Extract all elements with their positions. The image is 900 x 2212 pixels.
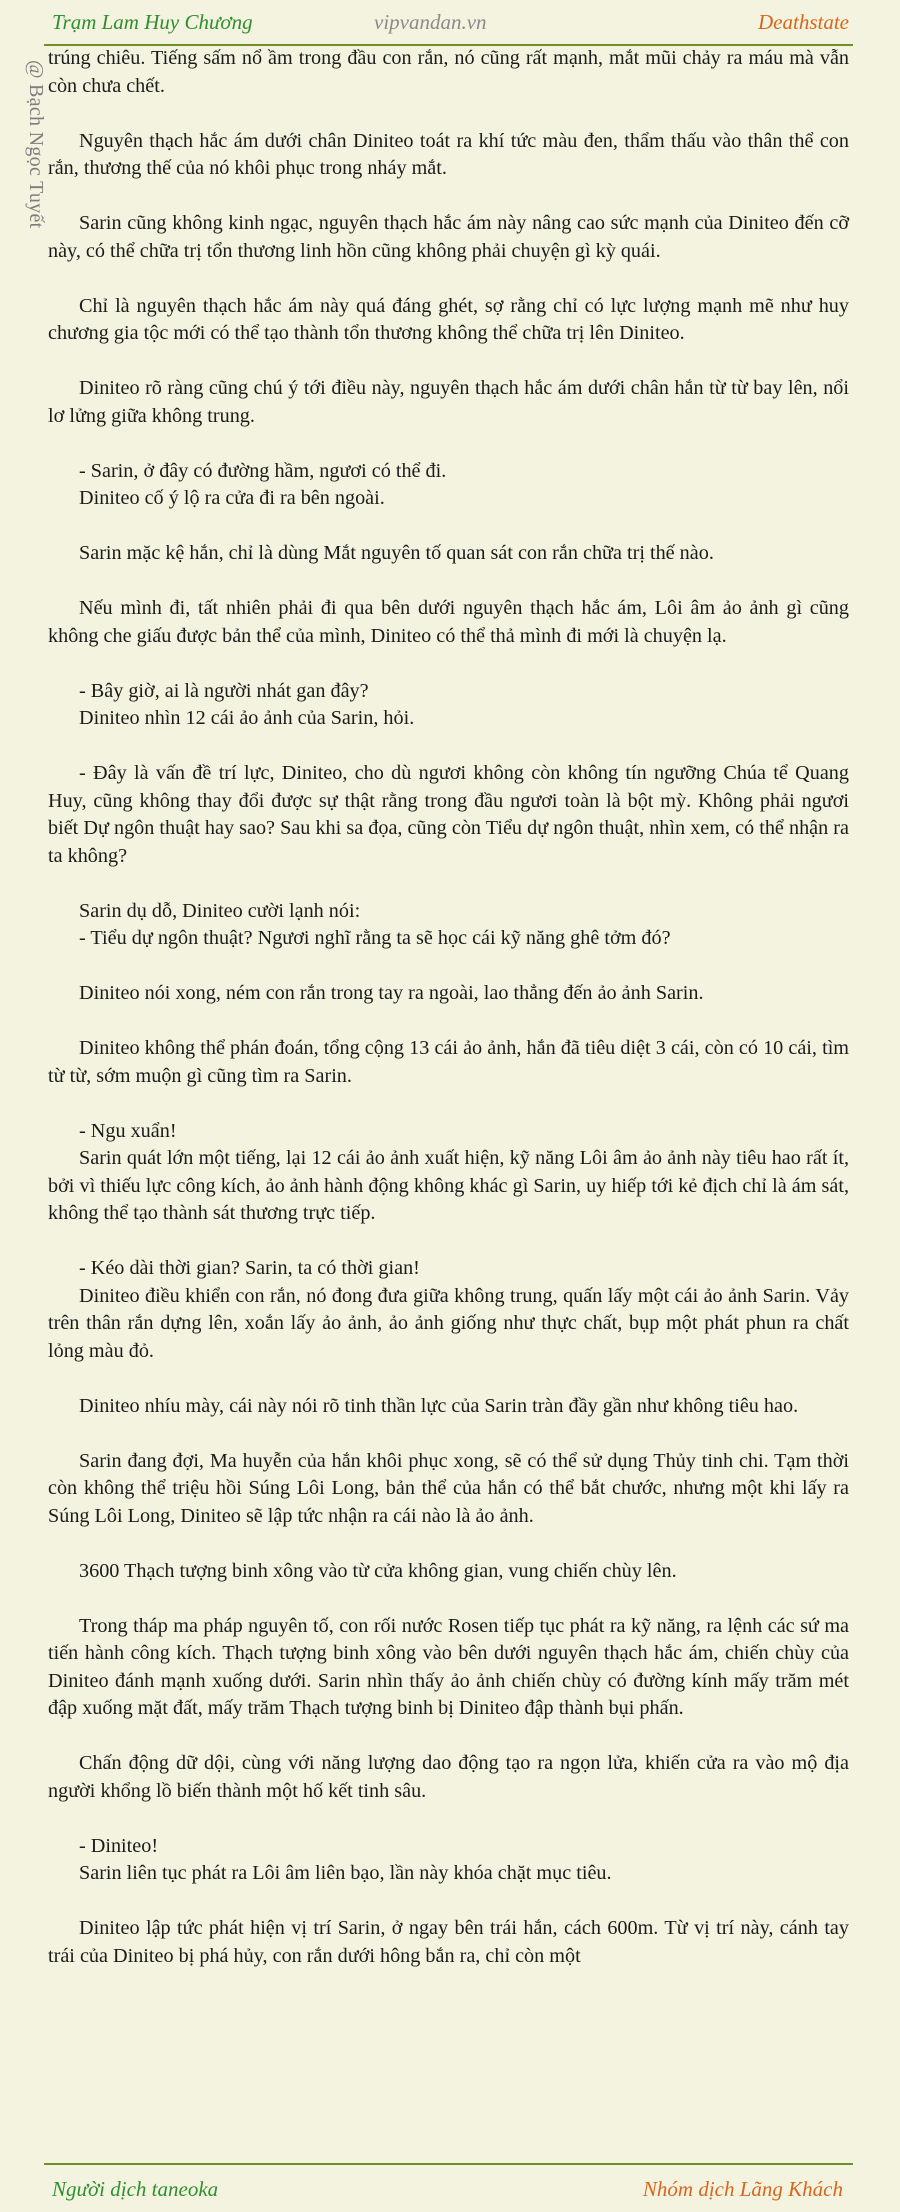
paragraph: Diniteo lập tức phát hiện vị trí Sarin, ở ngay bên trái hắn, cách 600m. Từ vị trí này, cánh tay trái của Diniteo bị phá hủy, con rắn dưới hông bắn ra, chỉ còn một (48, 1917, 849, 1967)
paragraph (48, 1118, 849, 1228)
side-watermark: @ Bạch Ngọc Tuyết (25, 60, 47, 229)
narration-line: Diniteo điều khiển con rắn, nó đong đưa giữa không trung, quấn lấy một cái ảo ảnh Sarin. Vảy trên thân rắn dựng lên, xoắn lấy ảo ảnh, ảo ảnh giống như thực chất, bụp một phát phun ra chất lỏng màu đỏ. (48, 1284, 849, 1362)
paragraph (48, 898, 849, 953)
footer-group: Nhóm dịch Lãng Khách (642, 2177, 843, 2201)
dialogue-line: - Tiểu dự ngôn thuật? Ngươi nghĩ rằng ta sẽ học cái kỹ năng ghê tởm đó? (79, 927, 671, 949)
paragraph: Sarin mặc kệ hắn, chỉ là dùng Mắt nguyên tố quan sát con rắn chữa trị thế nào. (79, 542, 714, 564)
page-footer (44, 2163, 853, 2212)
paragraph: - Đây là vấn đề trí lực, Diniteo, cho dù ngươi không còn không tín ngưỡng Chúa tể Quang Huy, cũng không thay đổi được sự thật rằng trong đầu ngươi toàn là bột mỳ. Không phải ngươi biết Dự ngôn thuật hay sao? Sau khi sa đọa, cũng còn Tiểu dự ngôn thuật, nhìn xem, có thể nhận ra ta không? (48, 762, 849, 867)
narration-line: Diniteo nhìn 12 cái ảo ảnh của Sarin, hỏi. (79, 707, 415, 729)
paragraph: Nếu mình đi, tất nhiên phải đi qua bên dưới nguyên thạch hắc ám, Lôi âm ảo ảnh gì cũng không che giấu được bản thể của mình, Diniteo có thể thả mình đi mới là chuyện lạ. (48, 597, 849, 647)
paragraph: Sarin đang đợi, Ma huyễn của hắn khôi phục xong, sẽ có thể sử dụng Thủy tinh chi. Tạm thời còn không thể triệu hồi Súng Lôi Long, bản thể của hắn có thể bắt chước, nhưng một khi lấy ra Súng Lôi Long, Diniteo sẽ lập tức nhận ra cái nào là ảo ảnh. (48, 1449, 849, 1527)
paragraph (48, 1255, 849, 1365)
paragraph: Trong tháp ma pháp nguyên tố, con rối nước Rosen tiếp tục phát ra kỹ năng, ra lệnh các sứ ma tiến hành công kích. Thạch tượng binh xông vào bên dưới nguyên thạch hắc ám, chiến chùy của Diniteo đánh mạnh xuống dưới. Sarin nhìn thấy ảo ảnh chiến chùy có đường kính mấy trăm mét đập xuống mặt đất, mấy trăm Thạch tượng binh bị Diniteo đập thành bụi phấn. (48, 1614, 849, 1719)
paragraph (48, 1833, 849, 1888)
paragraph: 3600 Thạch tượng binh xông vào từ cửa không gian, vung chiến chùy lên. (79, 1559, 677, 1582)
paragraph (48, 678, 849, 733)
dialogue-line: - Bây giờ, ai là người nhát gan đây? (79, 679, 369, 702)
paragraph: Nguyên thạch hắc ám dưới chân Diniteo toát ra khí tức màu đen, thẩm thấu vào thân thể con rắn, thương thế của nó khôi phục trong nháy mắt. (48, 129, 849, 179)
narration-line: Diniteo cố ý lộ ra cửa đi ra bên ngoài. (79, 487, 385, 509)
chapter-text (48, 45, 849, 1998)
dialogue-line: - Sarin, ở đây có đường hầm, ngươi có thể đi. (79, 459, 447, 482)
paragraph: Chấn động dữ dội, cùng với năng lượng dao động tạo ra ngọn lửa, khiến cửa ra vào mộ địa người khổng lồ biến thành một hố kết tinh sâu. (48, 1752, 849, 1802)
header-url: vipvandan.vn (374, 10, 487, 34)
dialogue-line: - Ngu xuẩn! (79, 1119, 177, 1142)
dialogue-line: - Kéo dài thời gian? Sarin, ta có thời gian! (79, 1257, 420, 1279)
header-site-name: Trạm Lam Huy Chương (52, 10, 253, 34)
dialogue-line: - Diniteo! (79, 1834, 159, 1857)
narration-line: Sarin dụ dỗ, Diniteo cười lạnh nói: (79, 899, 361, 922)
paragraph: Sarin cũng không kinh ngạc, nguyên thạch hắc ám này nâng cao sức mạnh của Diniteo đến cỡ này, có thể chữa trị tổn thương linh hồn cũng không phải chuyện gì kỳ quái. (48, 212, 849, 262)
footer-translator: Người dịch taneoka (52, 2177, 219, 2201)
paragraph: trúng chiêu. Tiếng sấm nổ ầm trong đầu con rắn, nó cũng rất mạnh, mắt mũi chảy ra máu mà vẫn còn chưa chết. (48, 47, 849, 97)
narration-line: Sarin liên tục phát ra Lôi âm liên bạo, lần này khóa chặt mục tiêu. (79, 1862, 612, 1884)
narration-line: Sarin quát lớn một tiếng, lại 12 cái ảo ảnh xuất hiện, kỹ năng Lôi âm ảo ảnh này tiêu hao rất ít, bởi vì thiếu lực công kích, ảo ảnh hành động không khác gì Sarin, uy hiếp tới kẻ địch chỉ là ám sát, không thể tạo thành sát thương trực tiếp. (48, 1147, 849, 1224)
paragraph (48, 458, 849, 513)
paragraph: Diniteo không thể phán đoán, tổng cộng 13 cái ảo ảnh, hắn đã tiêu diệt 3 cái, còn có 10 cái, tìm từ từ, sớm muộn gì cũng tìm ra Sarin. (48, 1037, 849, 1087)
paragraph: Diniteo nói xong, ném con rắn trong tay ra ngoài, lao thẳng đến ảo ảnh Sarin. (79, 982, 704, 1004)
header-book-title: Deathstate (758, 10, 849, 34)
paragraph: Chỉ là nguyên thạch hắc ám này quá đáng ghét, sợ rằng chỉ có lực lượng mạnh mẽ như huy chương gia tộc mới có thể tạo thành tổn thương không thể chữa trị lên Diniteo. (48, 294, 849, 344)
paragraph: Diniteo nhíu mày, cái này nói rõ tinh thần lực của Sarin tràn đầy gần như không tiêu hao. (79, 1394, 799, 1417)
page-header (44, 0, 853, 46)
page (44, 0, 853, 2210)
paragraph: Diniteo rõ ràng cũng chú ý tới điều này, nguyên thạch hắc ám dưới chân hắn từ từ bay lên, nổi lơ lửng giữa không trung. (48, 377, 849, 427)
